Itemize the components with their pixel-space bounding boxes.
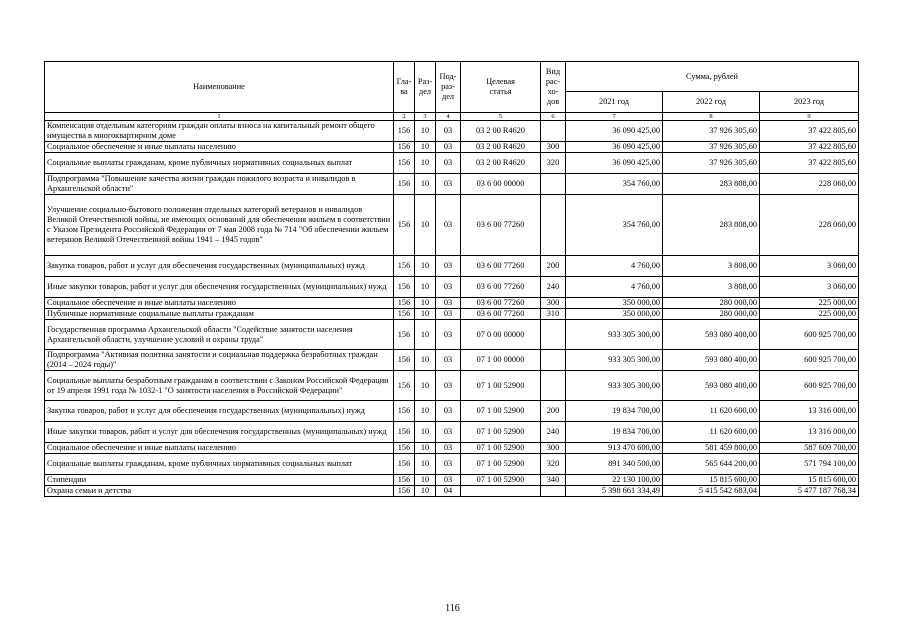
row-podrazdel: 03: [436, 422, 461, 443]
row-glava: 156: [394, 277, 415, 298]
row-glava: 156: [394, 121, 415, 142]
header-podrazdel: Под- раз- дел: [436, 62, 461, 113]
header-name: Наименование: [45, 62, 394, 113]
row-podrazdel: 03: [436, 277, 461, 298]
row-sum-2022: 280 000,00: [663, 309, 760, 320]
row-sum-2022: 11 620 600,00: [663, 422, 760, 443]
column-number: 8: [663, 113, 760, 121]
table-row: [45, 371, 859, 401]
row-sum-2022: 5 415 542 683,04: [663, 486, 760, 497]
row-glava: 156: [394, 256, 415, 277]
row-vid: 300: [541, 443, 566, 454]
row-razdel: 10: [415, 256, 436, 277]
row-glava: 156: [394, 350, 415, 371]
row-razdel: 10: [415, 443, 436, 454]
row-sum-2021: 354 760,00: [566, 174, 663, 195]
row-razdel: 10: [415, 153, 436, 174]
table-row: [45, 454, 859, 475]
row-sum-2023: 3 060,00: [760, 256, 859, 277]
row-name: Иные закупки товаров, работ и услуг для обеспечения государственных (муниципальных) нужд: [45, 422, 394, 443]
table-row: [45, 309, 859, 320]
row-target: 07 1 00 52900: [461, 401, 541, 422]
table-row: [45, 174, 859, 195]
row-vid: [541, 174, 566, 195]
row-vid: 300: [541, 298, 566, 309]
row-name: Государственная программа Архангельской области "Содействие занятости населения Архангельской области, улучшение условий и охраны труда": [45, 320, 394, 350]
row-name: Подпрограмма "Активная политика занятости и социальная поддержка безработных граждан (2014 – 2024 годы)": [45, 350, 394, 371]
row-sum-2021: 36 090 425,00: [566, 142, 663, 153]
row-vid: 320: [541, 153, 566, 174]
header-2023: 2023 год: [760, 92, 859, 113]
row-sum-2023: 571 794 100,00: [760, 454, 859, 475]
row-glava: 156: [394, 195, 415, 256]
row-podrazdel: 03: [436, 256, 461, 277]
row-target: 03 2 00 R4620: [461, 153, 541, 174]
row-razdel: 10: [415, 298, 436, 309]
row-glava: 156: [394, 401, 415, 422]
row-glava: 156: [394, 443, 415, 454]
row-vid: [541, 121, 566, 142]
row-name: Иные закупки товаров, работ и услуг для обеспечения государственных (муниципальных) нужд: [45, 277, 394, 298]
row-glava: 156: [394, 309, 415, 320]
row-target: 07 1 00 52900: [461, 371, 541, 401]
row-name: Социальные выплаты гражданам, кроме публичных нормативных социальных выплат: [45, 454, 394, 475]
row-name: Охрана семьи и детства: [45, 486, 394, 497]
row-sum-2021: 4 760,00: [566, 256, 663, 277]
column-number: 1: [45, 113, 394, 121]
table-row: [45, 486, 859, 497]
column-number: 4: [436, 113, 461, 121]
row-vid: 320: [541, 454, 566, 475]
header-vid: Вид рас- хо- дов: [541, 62, 566, 113]
row-sum-2023: 13 316 000,00: [760, 422, 859, 443]
row-razdel: 10: [415, 401, 436, 422]
row-sum-2023: 600 925 700,00: [760, 350, 859, 371]
row-razdel: 10: [415, 309, 436, 320]
row-sum-2023: 5 477 187 768,34: [760, 486, 859, 497]
header-sum: Сумма, рублей: [566, 62, 859, 92]
table-row: [45, 475, 859, 486]
row-name: Компенсация отдельным категориям граждан оплаты взноса на капитальный ремонт общего имущества в многоквартирном доме: [45, 121, 394, 142]
table-row: [45, 121, 859, 142]
table-row: [45, 298, 859, 309]
row-razdel: 10: [415, 277, 436, 298]
row-sum-2021: 350 000,00: [566, 298, 663, 309]
table-row: [45, 350, 859, 371]
row-target: 03 6 00 00000: [461, 174, 541, 195]
row-podrazdel: 03: [436, 174, 461, 195]
row-target: 03 6 00 77260: [461, 277, 541, 298]
row-razdel: 10: [415, 371, 436, 401]
row-razdel: 10: [415, 121, 436, 142]
row-podrazdel: 03: [436, 309, 461, 320]
row-name: Улучшение социально-бытового положения отдельных категорий ветеранов и инвалидов Великой Отечественной войны, не имеющих оснований для обеспечения жильем в соответствии с Указом Президента Российской Федерации от 7 мая 2008 года № 714 "Об обеспечении жильем ветеранов Великой Отечественной войны 1941 – 1945 годов": [45, 195, 394, 256]
column-number: 2: [394, 113, 415, 121]
table-row: [45, 195, 859, 256]
row-sum-2021: 4 760,00: [566, 277, 663, 298]
row-target: 07 1 00 52900: [461, 443, 541, 454]
row-podrazdel: 03: [436, 443, 461, 454]
row-vid: 240: [541, 422, 566, 443]
row-razdel: 10: [415, 195, 436, 256]
row-podrazdel: 03: [436, 320, 461, 350]
row-sum-2022: 3 808,00: [663, 256, 760, 277]
row-podrazdel: 03: [436, 142, 461, 153]
row-vid: 200: [541, 256, 566, 277]
row-sum-2023: 228 060,00: [760, 195, 859, 256]
row-podrazdel: 04: [436, 486, 461, 497]
row-sum-2021: 350 000,00: [566, 309, 663, 320]
row-vid: 200: [541, 401, 566, 422]
row-podrazdel: 03: [436, 195, 461, 256]
row-vid: [541, 486, 566, 497]
row-vid: 340: [541, 475, 566, 486]
row-sum-2021: 913 470 600,00: [566, 443, 663, 454]
row-sum-2022: 280 000,00: [663, 298, 760, 309]
row-sum-2023: 600 925 700,00: [760, 320, 859, 350]
row-podrazdel: 03: [436, 350, 461, 371]
row-name: Социальные выплаты безработным гражданам в соответствии с Законом Российской Федерации от 19 апреля 1991 года № 1032-1 "О занятости населения в Российской Федерации": [45, 371, 394, 401]
row-sum-2023: 225 000,00: [760, 298, 859, 309]
row-target: 03 2 00 R4620: [461, 142, 541, 153]
row-glava: 156: [394, 298, 415, 309]
table-row: [45, 277, 859, 298]
row-target: 03 6 00 77260: [461, 195, 541, 256]
row-name: Социальные выплаты гражданам, кроме публичных нормативных социальных выплат: [45, 153, 394, 174]
row-target: 03 6 00 77260: [461, 298, 541, 309]
row-name: Закупка товаров, работ и услуг для обеспечения государственных (муниципальных) нужд: [45, 256, 394, 277]
row-sum-2023: 37 422 805,60: [760, 153, 859, 174]
row-name: Стипендии: [45, 475, 394, 486]
row-name: Закупка товаров, работ и услуг для обеспечения государственных (муниципальных) нужд: [45, 401, 394, 422]
row-target: 03 6 00 77260: [461, 309, 541, 320]
header-2022: 2022 год: [663, 92, 760, 113]
table-row: [45, 142, 859, 153]
row-podrazdel: 03: [436, 454, 461, 475]
row-sum-2021: 22 130 100,00: [566, 475, 663, 486]
row-sum-2022: 593 080 400,00: [663, 350, 760, 371]
row-glava: 156: [394, 454, 415, 475]
row-name: Подпрограмма "Повышение качества жизни граждан пожилого возраста и инвалидов в Архангельской области": [45, 174, 394, 195]
budget-table: [44, 61, 859, 497]
column-number: 7: [566, 113, 663, 121]
row-sum-2023: 587 609 700,00: [760, 443, 859, 454]
row-sum-2023: 15 815 600,00: [760, 475, 859, 486]
row-razdel: 10: [415, 486, 436, 497]
row-sum-2021: 933 305 300,00: [566, 371, 663, 401]
row-sum-2022: 283 808,00: [663, 174, 760, 195]
header-razdel: Раз- дел: [415, 62, 436, 113]
row-vid: [541, 320, 566, 350]
row-sum-2023: 13 316 000,00: [760, 401, 859, 422]
row-razdel: 10: [415, 475, 436, 486]
row-sum-2022: 15 815 600,00: [663, 475, 760, 486]
row-sum-2022: 37 926 305,60: [663, 121, 760, 142]
row-sum-2022: 11 620 600,00: [663, 401, 760, 422]
row-sum-2023: 600 925 700,00: [760, 371, 859, 401]
row-podrazdel: 03: [436, 401, 461, 422]
row-sum-2021: 354 760,00: [566, 195, 663, 256]
row-target: 07 1 00 52900: [461, 422, 541, 443]
row-razdel: 10: [415, 174, 436, 195]
table-row: [45, 422, 859, 443]
row-sum-2021: 933 305 300,00: [566, 350, 663, 371]
row-name: Социальное обеспечение и иные выплаты населению: [45, 298, 394, 309]
row-sum-2021: 19 834 700,00: [566, 422, 663, 443]
row-sum-2023: 37 422 805,60: [760, 142, 859, 153]
row-podrazdel: 03: [436, 475, 461, 486]
row-target: 07 1 00 00000: [461, 350, 541, 371]
row-sum-2022: 37 926 305,60: [663, 142, 760, 153]
table-row: [45, 401, 859, 422]
row-glava: 156: [394, 422, 415, 443]
row-vid: 300: [541, 142, 566, 153]
row-glava: 156: [394, 320, 415, 350]
table-row: [45, 443, 859, 454]
row-vid: 310: [541, 309, 566, 320]
row-sum-2023: 37 422 805,60: [760, 121, 859, 142]
row-razdel: 10: [415, 320, 436, 350]
row-name: Социальное обеспечение и иные выплаты населению: [45, 443, 394, 454]
column-number: 3: [415, 113, 436, 121]
header-glava: Гла- ва: [394, 62, 415, 113]
header-2021: 2021 год: [566, 92, 663, 113]
row-sum-2021: 19 834 700,00: [566, 401, 663, 422]
row-vid: 240: [541, 277, 566, 298]
row-target: 03 2 00 R4620: [461, 121, 541, 142]
row-name: Социальное обеспечение и иные выплаты населению: [45, 142, 394, 153]
row-glava: 156: [394, 371, 415, 401]
row-target: 03 6 00 77260: [461, 256, 541, 277]
row-sum-2021: 933 305 300,00: [566, 320, 663, 350]
row-sum-2022: 283 808,00: [663, 195, 760, 256]
row-glava: 156: [394, 486, 415, 497]
row-razdel: 10: [415, 454, 436, 475]
row-podrazdel: 03: [436, 298, 461, 309]
row-name: Публичные нормативные социальные выплаты гражданам: [45, 309, 394, 320]
row-sum-2022: 581 459 800,00: [663, 443, 760, 454]
row-sum-2023: 228 060,00: [760, 174, 859, 195]
column-number: 9: [760, 113, 859, 121]
row-razdel: 10: [415, 142, 436, 153]
row-target: [461, 486, 541, 497]
row-sum-2022: 37 926 305,60: [663, 153, 760, 174]
row-sum-2022: 565 644 200,00: [663, 454, 760, 475]
table-row: [45, 256, 859, 277]
row-sum-2021: 36 090 425,00: [566, 121, 663, 142]
row-sum-2021: 36 090 425,00: [566, 153, 663, 174]
row-glava: 156: [394, 475, 415, 486]
page-number: 116: [445, 603, 460, 614]
row-sum-2021: 891 340 500,00: [566, 454, 663, 475]
column-number: 6: [541, 113, 566, 121]
row-podrazdel: 03: [436, 153, 461, 174]
table-row: [45, 153, 859, 174]
row-target: 07 1 00 52900: [461, 475, 541, 486]
row-glava: 156: [394, 142, 415, 153]
row-glava: 156: [394, 174, 415, 195]
table-row: [45, 320, 859, 350]
row-podrazdel: 03: [436, 121, 461, 142]
row-vid: [541, 371, 566, 401]
row-sum-2022: 593 080 400,00: [663, 371, 760, 401]
column-number-row: [45, 113, 859, 121]
row-razdel: 10: [415, 350, 436, 371]
row-sum-2021: 5 398 661 334,49: [566, 486, 663, 497]
row-vid: [541, 195, 566, 256]
row-glava: 156: [394, 153, 415, 174]
column-number: 5: [461, 113, 541, 121]
header-target: Целевая статья: [461, 62, 541, 113]
row-vid: [541, 350, 566, 371]
row-sum-2022: 3 808,00: [663, 277, 760, 298]
row-target: 07 0 00 00000: [461, 320, 541, 350]
row-razdel: 10: [415, 422, 436, 443]
row-podrazdel: 03: [436, 371, 461, 401]
row-sum-2023: 225 000,00: [760, 309, 859, 320]
row-sum-2023: 3 060,00: [760, 277, 859, 298]
row-target: 07 1 00 52900: [461, 454, 541, 475]
row-sum-2022: 593 080 400,00: [663, 320, 760, 350]
